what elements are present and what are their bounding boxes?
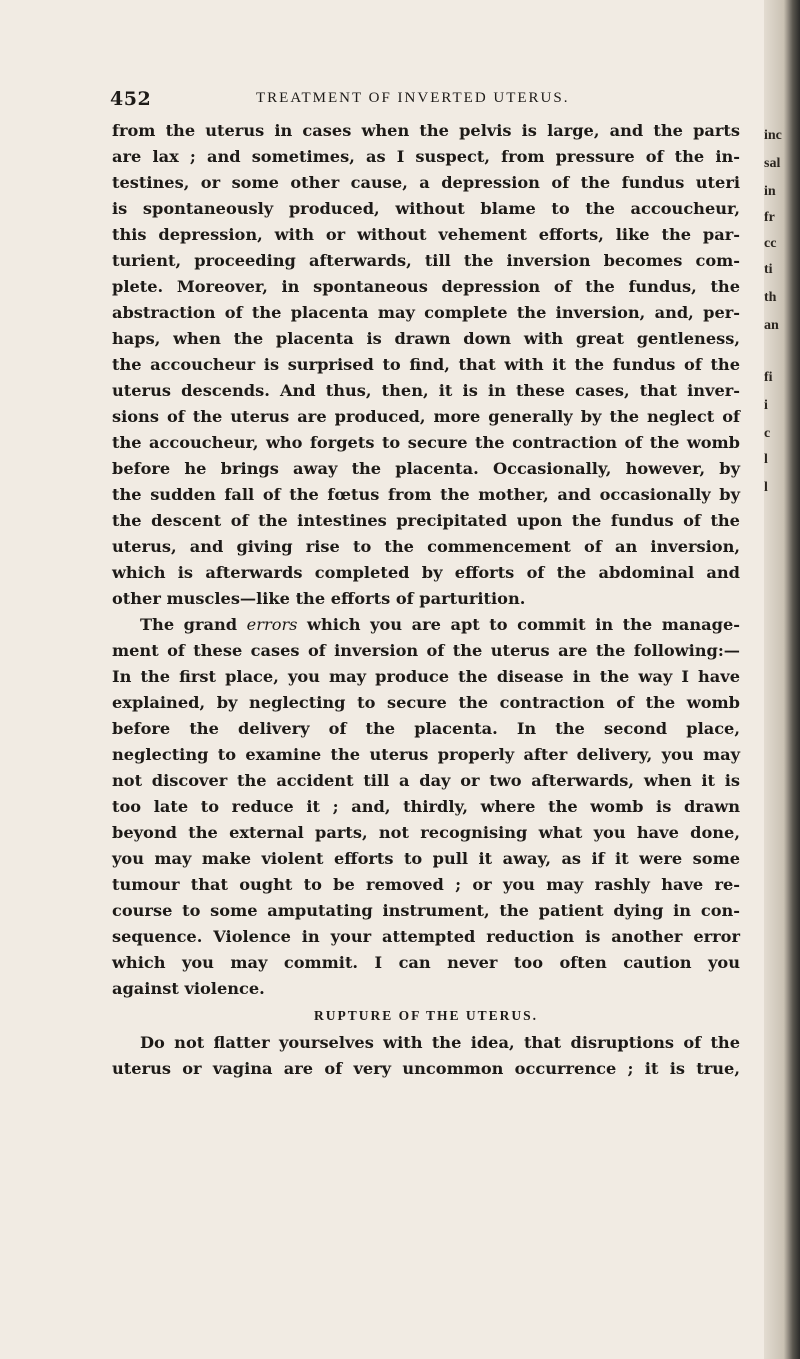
paragraph-rupture	[112, 1030, 740, 1082]
text-line: explained, by neglecting to secure the contraction of the womb	[112, 693, 740, 712]
paragraph-inversion-causes	[112, 118, 740, 612]
text-line: before he brings away the placenta. Occasionally, however, by	[112, 459, 740, 478]
text-run: The grand	[140, 615, 247, 634]
text-line: plete. Moreover, in spontaneous depression of the fundus, the	[112, 277, 740, 296]
text-line: Do not flatter yourselves with the idea, that disruptions of the	[140, 1033, 740, 1052]
text-line: tumour that ought to be removed ; or you may rashly have re-	[112, 875, 740, 894]
adjacent-page-fragment: in	[764, 184, 776, 199]
adjacent-page-fragment: th	[764, 290, 777, 305]
adjacent-page-fragment: i	[764, 398, 768, 413]
text-line: uterus, and giving rise to the commencement of an inversion,	[112, 537, 740, 556]
adjacent-page-fragment: fr	[764, 210, 775, 225]
running-head: TREATMENT OF INVERTED UTERUS.	[256, 90, 570, 106]
adjacent-page-edge	[764, 0, 800, 1359]
text-line: against violence.	[112, 979, 265, 998]
adjacent-page-fragment: c	[764, 426, 771, 441]
text-line: this depression, with or without vehement efforts, like the par-	[112, 225, 740, 244]
text-line: from the uterus in cases when the pelvis is large, and the parts	[112, 121, 740, 140]
text-line: neglecting to examine the uterus properly after delivery, you may	[112, 745, 740, 764]
adjacent-page-fragment: ti	[764, 262, 773, 277]
text-line: the accoucheur, who forgets to secure the contraction of the womb	[112, 433, 740, 452]
text-line: uterus or vagina are of very uncommon occurrence ; it is true,	[112, 1059, 740, 1078]
page-header	[110, 88, 740, 116]
text-line: course to some amputating instrument, the patient dying in con-	[112, 901, 740, 920]
text-line: abstraction of the placenta may complete the inversion, and, per-	[112, 303, 740, 322]
text-line: before the delivery of the placenta. In the second place,	[112, 719, 740, 738]
text-line: too late to reduce it ; and, thirdly, where the womb is drawn	[112, 797, 740, 816]
text-line: the sudden fall of the fœtus from the mother, and occasionally by	[112, 485, 740, 504]
text-line: In the first place, you may produce the disease in the way I have	[112, 667, 740, 686]
adjacent-page-fragment: l	[764, 452, 768, 467]
text-line: not discover the accident till a day or two afterwards, when it is	[112, 771, 740, 790]
text-line: uterus descends. And thus, then, it is in these cases, that inver-	[112, 381, 740, 400]
text-line: other muscles—like the efforts of parturition.	[112, 589, 526, 608]
text-line: you may make violent efforts to pull it away, as if it were some	[112, 849, 740, 868]
adjacent-page-fragment: sal	[764, 156, 781, 171]
text-run: which you are apt to commit in the manage-	[297, 615, 740, 634]
text-line: testines, or some other cause, a depression of the fundus uteri	[112, 173, 740, 192]
text-line: turient, proceeding afterwards, till the inversion becomes com-	[112, 251, 740, 270]
text-line: which you may commit. I can never too often caution you	[112, 953, 740, 972]
adjacent-page-fragment: cc	[764, 236, 777, 251]
text-line: the descent of the intestines precipitated upon the fundus of the	[112, 511, 740, 530]
adjacent-page-fragment: inc	[764, 128, 782, 143]
paragraph-grand-errors	[112, 612, 740, 1002]
text-line: is spontaneously produced, without blame to the accoucheur,	[112, 199, 740, 218]
text-line: which is afterwards completed by efforts of the abdominal and	[112, 563, 740, 582]
text-line: ment of these cases of inversion of the uterus are the following:—	[112, 641, 740, 660]
text-line: are lax ; and sometimes, as I suspect, from pressure of the in-	[112, 147, 740, 166]
adjacent-page-fragment: l	[764, 480, 768, 495]
adjacent-page-fragment: an	[764, 318, 779, 333]
text-line: beyond the external parts, not recognising what you have done,	[112, 823, 740, 842]
page-number: 452	[110, 88, 152, 110]
text-line: sions of the uterus are produced, more generally by the neglect of	[112, 407, 740, 426]
body-text	[112, 118, 740, 1082]
adjacent-page-fragment: fi	[764, 370, 773, 385]
text-line: the accoucheur is surprised to find, that with it the fundus of the	[112, 355, 740, 374]
text-line	[112, 612, 740, 638]
emphasis-errors: errors	[246, 615, 298, 634]
text-line: haps, when the placenta is drawn down with great gentleness,	[112, 329, 740, 348]
text-line: sequence. Violence in your attempted reduction is another error	[112, 927, 740, 946]
section-heading: RUPTURE OF THE UTERUS.	[313, 1008, 539, 1023]
